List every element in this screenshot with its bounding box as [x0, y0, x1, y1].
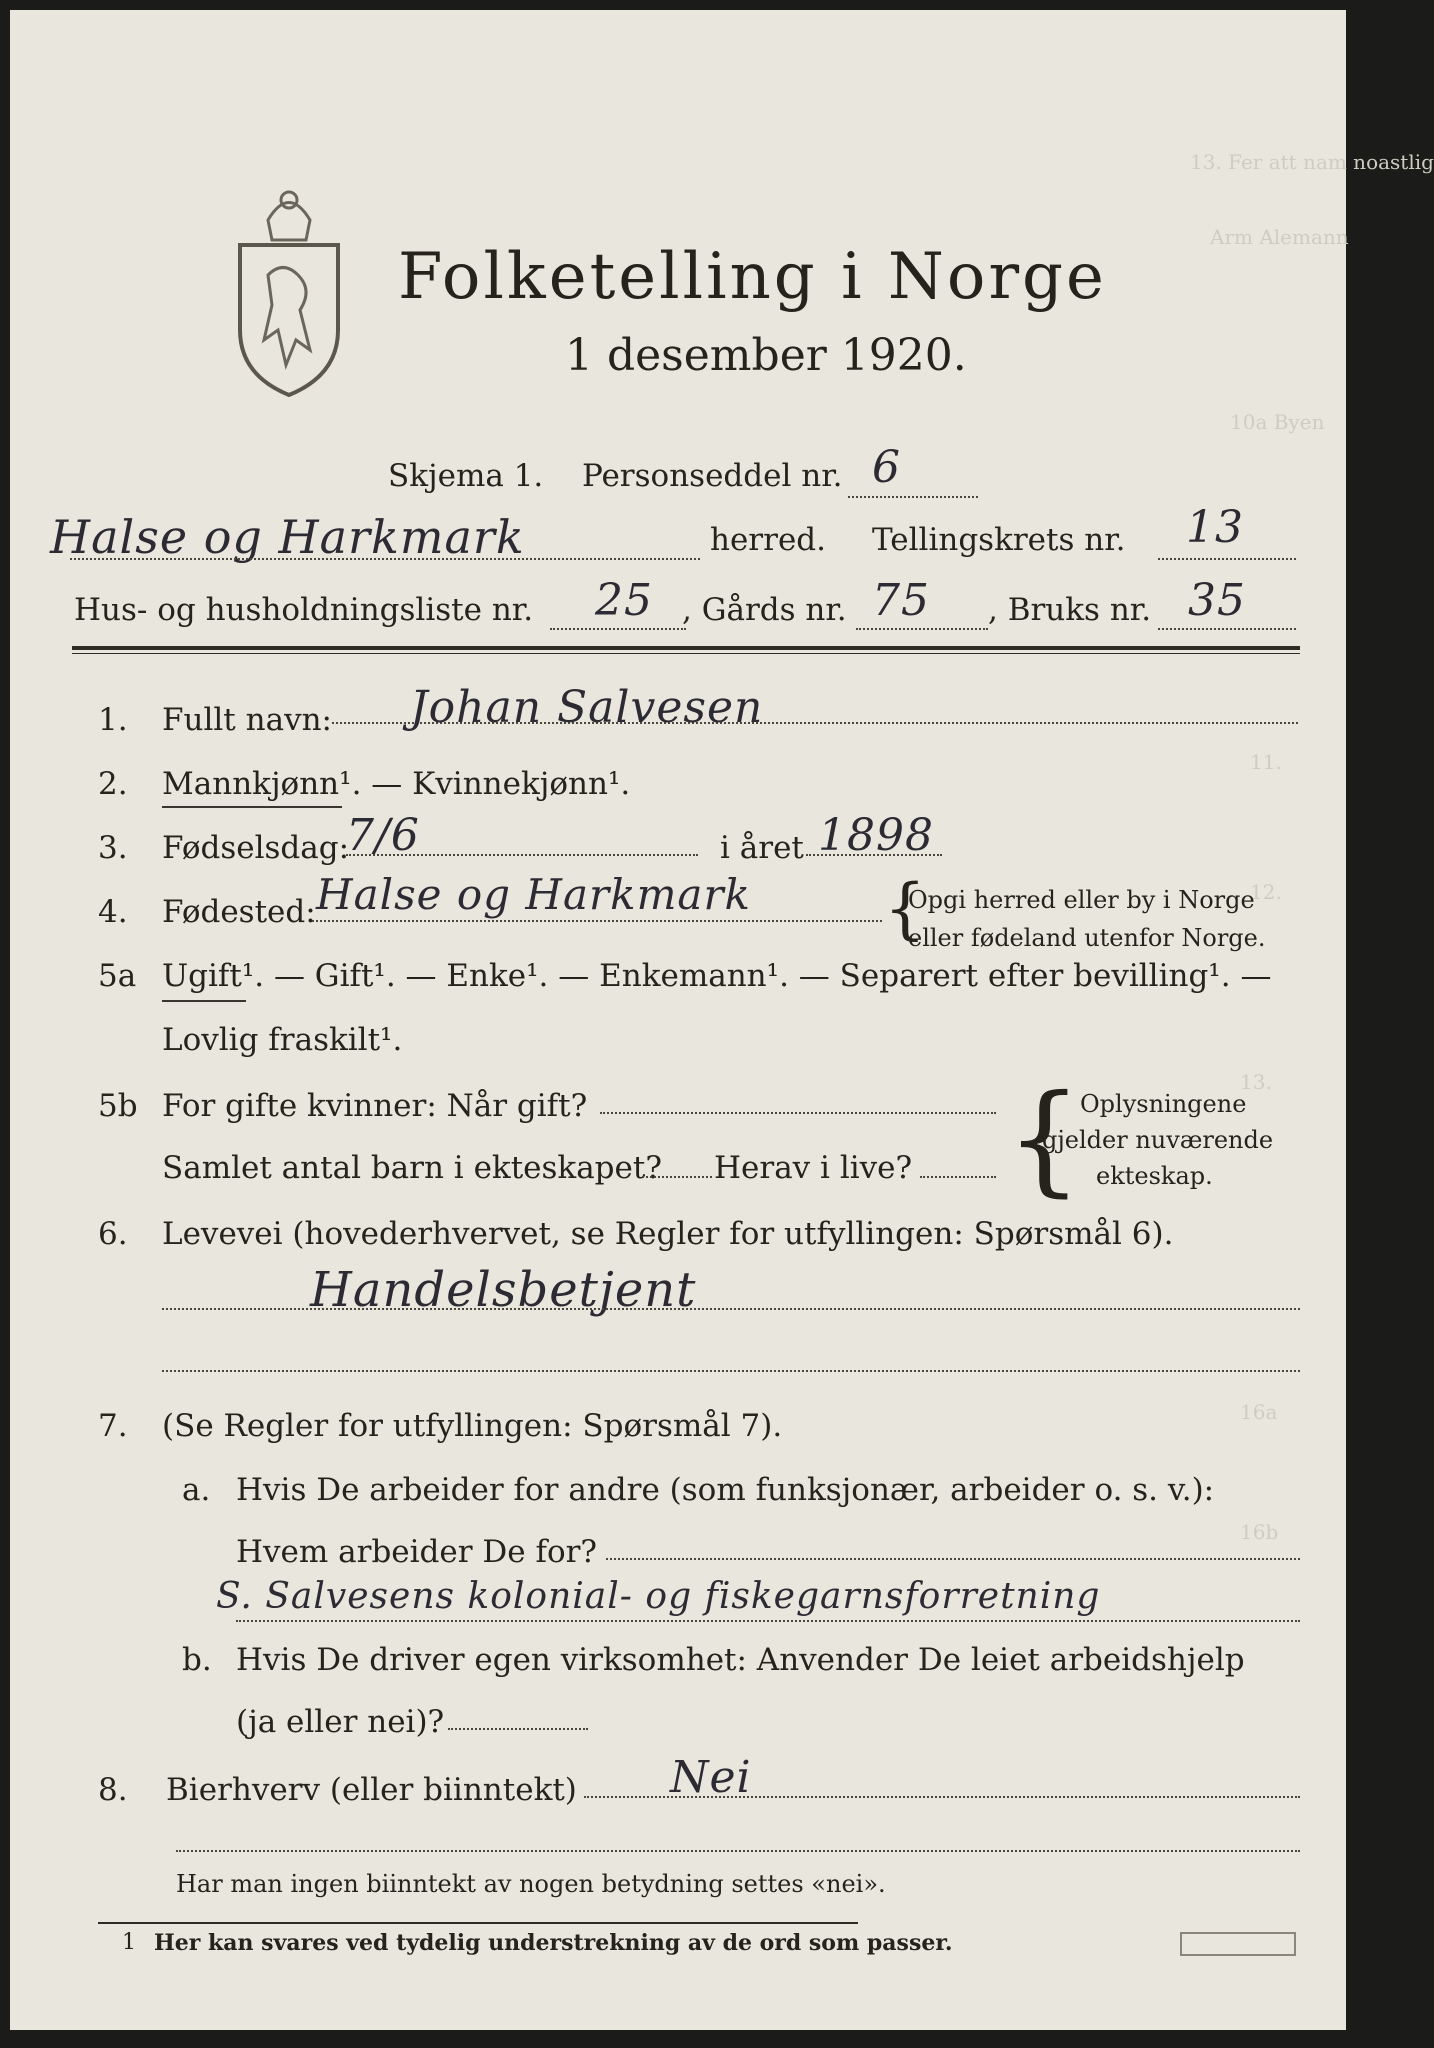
- q5a-label: Ugift¹. — Gift¹. — Enke¹. — Enkemann¹. — Separert efter bevilling¹. —: [162, 958, 1272, 994]
- gards-line: [856, 628, 988, 630]
- bruks-value: 35: [1188, 575, 1246, 626]
- form-date: 1 desember 1920.: [565, 330, 967, 381]
- q6-line-2: [162, 1370, 1300, 1372]
- q6-line-1: [162, 1308, 1300, 1310]
- birthday-value: 7/6: [346, 810, 420, 861]
- q7a-line-2: [236, 1620, 1300, 1622]
- birth-year-value: 1898: [818, 810, 934, 861]
- bruks-label: , Bruks nr.: [988, 592, 1152, 628]
- hus-label: Hus- og husholdningsliste nr.: [74, 592, 534, 628]
- q5b-number: 5b: [98, 1088, 138, 1124]
- schema-label: Skjema 1.: [388, 458, 544, 494]
- herred-label: herred.: [710, 522, 826, 558]
- tellingskrets-label: Tellingskrets nr.: [872, 522, 1126, 558]
- q5b-alive-line: [920, 1176, 996, 1178]
- full-name-value: Johan Salvesen: [410, 682, 764, 733]
- q1-label: Fullt navn:: [162, 702, 332, 738]
- q5b-brace: {: [1006, 1070, 1083, 1209]
- bruks-line: [1158, 628, 1296, 630]
- q5b-label-2: Samlet antal barn i ekteskapet?: [162, 1150, 662, 1186]
- herred-line: [70, 558, 700, 560]
- q4-line: [312, 920, 882, 922]
- q8-number: 8.: [98, 1772, 128, 1808]
- q5b-label: For gifte kvinner: Når gift?: [162, 1088, 588, 1124]
- q7b-line: [448, 1728, 588, 1730]
- q7a-label-2: Hvem arbeider De for?: [236, 1534, 598, 1570]
- footnote-mark: 1: [122, 1930, 136, 1955]
- q1-number: 1.: [98, 702, 128, 738]
- q3-label: Fødselsdag:: [162, 830, 350, 866]
- q4-note-2: eller fødeland utenfor Norge.: [908, 924, 1266, 952]
- q5b-note-2: gjelder nuværende: [1042, 1126, 1274, 1154]
- q5a-label-2: Lovlig fraskilt¹.: [162, 1022, 403, 1058]
- mannkjonn-underline: [162, 806, 342, 808]
- form-title: Folketelling i Norge: [398, 240, 1107, 314]
- footnote-rule: [98, 1922, 858, 1924]
- hus-line: [550, 628, 686, 630]
- q5b-children-line: [642, 1176, 712, 1178]
- tellingskrets-value: 13: [1186, 502, 1244, 553]
- q4-label: Fødested:: [162, 894, 316, 930]
- hus-value: 25: [595, 575, 653, 626]
- q7b-label: Hvis De driver egen virksomhet: Anvender De leiet arbeidshjelp: [236, 1642, 1245, 1678]
- q5b-note-3: ekteskap.: [1096, 1162, 1213, 1190]
- q7b-letter: b.: [182, 1642, 212, 1678]
- personseddel-value: 6: [872, 442, 901, 493]
- ugift-underline: [162, 1000, 246, 1002]
- census-form-page: Folketelling i Norge 1 desember 1920. 13. Fer att nam noastlig Arm Alemann 10a Byen 11. 12. 13. 16a 16b Skjema 1. Personseddel nr. 6 Halse og Harkmark herred. Tellingskrets nr. 13 Hus- og husholdningsliste nr. 25 , Gårds nr. 75 , Bruks nr. 35 1. Fullt navn: Johan Salvesen 2. Mannkjønn¹. — Kvinnekjønn¹. 3. Fødselsdag: 7/6 i året 1898 4. Fødested: Halse og Harkmark { Opgi herred eller by i Norge eller fødeland utenfor Norge. 5a Ugift¹. — Gift¹. — Enke¹. — Enkemann¹. — Separert efter bevilling¹. — Lovlig fraskilt¹. 5b For gifte kvinner: Når gift? Samlet antal barn i ekteskapet? Herav i live? { Oplysningene gjelder nuværende ekteskap. 6. Levevei (hovederhvervet, se Regler for utfyllingen: Spørsmål 6). Handelsbetjent 7. (Se Regler for utfyllingen: Spørsmål 7). a. Hvis De arbeider for andre (som funksjonær, arbeider o. s. v.): Hvem arbeider De for? S. Salvesens kolonial- og fiskegarnsforretning b. Hvis De driver egen virksomhet: Anvender De leiet arbeidshjelp (ja eller nei)? 8. Bierhverv (eller biinntekt) Nei Har man ingen biinntekt av nogen betydning settes «nei». 1 Her kan svares ved tydelig understrekning av de ord som passer.: [10, 10, 1346, 2030]
- footer-note: Har man ingen biinntekt av nogen betydning settes «nei».: [176, 1870, 886, 1898]
- q7b-label-2: (ja eller nei)?: [236, 1704, 445, 1740]
- gards-label: , Gårds nr.: [682, 592, 847, 628]
- q4-number: 4.: [98, 894, 128, 930]
- q5b-note-1: Oplysningene: [1080, 1090, 1247, 1118]
- q7a-letter: a.: [182, 1472, 211, 1508]
- q2-number: 2.: [98, 766, 128, 802]
- gards-value: 75: [872, 575, 930, 626]
- q4-note-1: Opgi herred eller by i Norge: [908, 886, 1255, 914]
- personseddel-label: Personseddel nr.: [582, 458, 843, 494]
- header-rule-thin: [72, 653, 1300, 654]
- printer-stamp: [1180, 1932, 1296, 1956]
- birthplace-value: Halse og Harkmark: [316, 870, 751, 919]
- q5a-number: 5a: [98, 958, 137, 994]
- q8-line-2: [176, 1850, 1300, 1852]
- q6-number: 6.: [98, 1216, 128, 1252]
- q3-number: 3.: [98, 830, 128, 866]
- q3-year-label: i året: [720, 830, 804, 866]
- occupation-value: Handelsbetjent: [310, 1262, 697, 1318]
- footnote-text: Her kan svares ved tydelig understrekning av de ord som passer.: [154, 1930, 953, 1956]
- q2-label: Mannkjønn¹. — Kvinnekjønn¹.: [162, 766, 631, 802]
- q7a-line-1: [606, 1558, 1300, 1560]
- q5b-label-3: Herav i live?: [714, 1150, 913, 1186]
- personseddel-line: [848, 496, 978, 498]
- q6-label: Levevei (hovederhvervet, se Regler for utfyllingen: Spørsmål 6).: [162, 1216, 1174, 1252]
- employer-value: S. Salvesens kolonial- og fiskegarnsforretning: [216, 1576, 1101, 1617]
- tellingskrets-line: [1158, 558, 1296, 560]
- q7-number: 7.: [98, 1408, 128, 1444]
- q7-label: (Se Regler for utfyllingen: Spørsmål 7).: [162, 1408, 783, 1444]
- q8-label: Bierhverv (eller biinntekt): [166, 1772, 577, 1808]
- q5b-married-line: [600, 1112, 996, 1114]
- herred-value: Halse og Harkmark: [50, 510, 525, 564]
- q4-brace: {: [884, 870, 926, 947]
- q7a-label: Hvis De arbeider for andre (som funksjonær, arbeider o. s. v.):: [236, 1472, 1215, 1508]
- coat-of-arms-icon: [228, 180, 350, 400]
- header-rule: [72, 646, 1300, 650]
- side-income-value: Nei: [670, 1752, 752, 1803]
